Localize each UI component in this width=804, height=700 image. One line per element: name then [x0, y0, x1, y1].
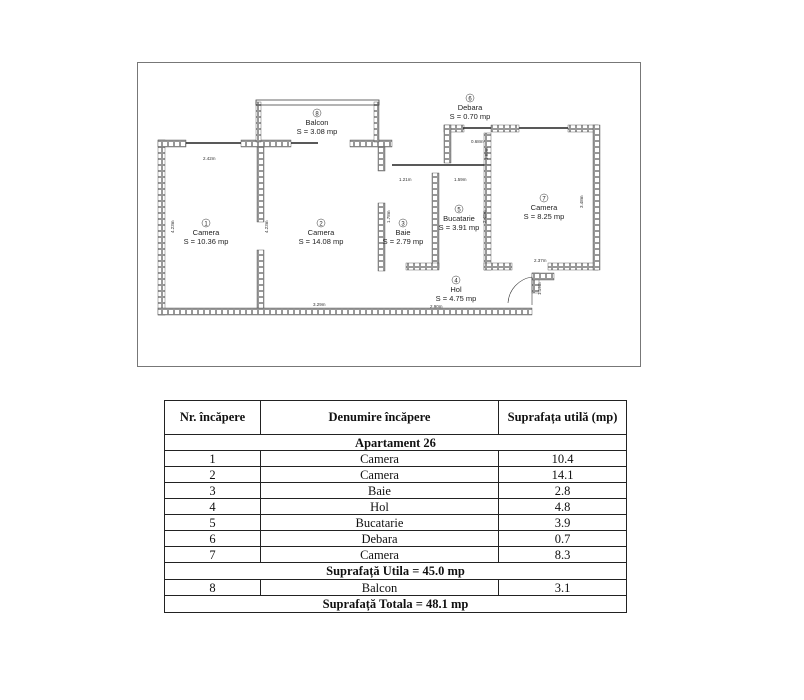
room-label-7: [524, 194, 565, 221]
cell-area: 0.7: [499, 531, 627, 547]
dimension-labels: [170, 139, 584, 309]
cell-name: Camera: [261, 467, 499, 483]
svg-text:Balcon: Balcon: [305, 118, 329, 127]
room-label-8: [297, 109, 338, 136]
cell-name: Hol: [261, 499, 499, 515]
useful-area-total: [165, 563, 627, 580]
cell-name: Camera: [261, 451, 499, 467]
svg-text:Baie: Baie: [395, 228, 411, 237]
grand-total-value: = 48.1 mp: [415, 597, 469, 611]
apartment-title-row: [165, 435, 627, 451]
svg-text:3: 3: [401, 221, 405, 228]
cell-area: 10.4: [499, 451, 627, 467]
rooms-table: [164, 400, 627, 613]
svg-text:2: 2: [319, 221, 323, 228]
svg-text:Bucatarie: Bucatarie: [443, 214, 475, 223]
room-label-2: [299, 219, 344, 246]
cell-area: 3.9: [499, 515, 627, 531]
cell-name: Baie: [261, 483, 499, 499]
svg-text:S = 10.36 mp: S = 10.36 mp: [183, 237, 229, 246]
svg-text:8: 8: [315, 111, 319, 118]
useful-area-label: Suprafață Utila: [326, 564, 410, 578]
cell-nr: 4: [165, 499, 261, 515]
header-nr: Nr. încăpere: [165, 401, 261, 435]
apartment-title: Apartament 26: [165, 435, 627, 451]
header-area: Suprafața utilă (mp): [499, 401, 627, 435]
svg-text:7: 7: [542, 196, 546, 203]
svg-text:1.19m: 1.19m: [537, 282, 542, 295]
room-label-4: [436, 276, 477, 303]
cell-name: Balcon: [261, 580, 499, 596]
cell-name: Bucatarie: [261, 515, 499, 531]
svg-text:S = 4.75 mp: S = 4.75 mp: [435, 294, 477, 303]
table-row: [165, 515, 627, 531]
cell-nr: 2: [165, 467, 261, 483]
cell-nr: 5: [165, 515, 261, 531]
svg-text:4.23m: 4.23m: [170, 220, 175, 233]
table-row: [165, 451, 627, 467]
cell-area: 8.3: [499, 547, 627, 563]
svg-text:2.90m: 2.90m: [430, 304, 443, 309]
svg-text:1.69m: 1.69m: [484, 147, 489, 160]
door-swing: [508, 277, 532, 305]
svg-text:Camera: Camera: [530, 203, 558, 212]
svg-text:S = 8.25 mp: S = 8.25 mp: [523, 212, 565, 221]
cell-area: 2.8: [499, 483, 627, 499]
header-name: Denumire încăpere: [261, 401, 499, 435]
svg-text:Hol: Hol: [450, 285, 462, 294]
svg-text:6: 6: [468, 96, 472, 103]
room-label-6: [450, 94, 491, 121]
svg-text:S = 2.79 mp: S = 2.79 mp: [382, 237, 424, 246]
svg-text:S = 14.08 mp: S = 14.08 mp: [298, 237, 344, 246]
svg-text:1.78m: 1.78m: [386, 210, 391, 223]
floor-plan: [138, 63, 642, 368]
svg-text:2.48m: 2.48m: [482, 210, 487, 223]
svg-text:Camera: Camera: [307, 228, 335, 237]
cell-area: 4.8: [499, 499, 627, 515]
svg-text:3.29m: 3.29m: [313, 302, 326, 307]
cell-nr: 8: [165, 580, 261, 596]
svg-text:1: 1: [204, 221, 208, 228]
floor-plan-frame: [137, 62, 641, 367]
svg-text:0.68m: 0.68m: [471, 139, 484, 144]
cell-nr: 7: [165, 547, 261, 563]
useful-area-value: = 45.0 mp: [412, 564, 465, 578]
table-row: [165, 531, 627, 547]
cell-name: Camera: [261, 547, 499, 563]
svg-text:2.42m: 2.42m: [203, 156, 216, 161]
svg-text:S = 3.08 mp: S = 3.08 mp: [296, 127, 338, 136]
svg-text:2.37m: 2.37m: [534, 258, 547, 263]
svg-text:1.21m: 1.21m: [399, 177, 412, 182]
balcony-row: [165, 580, 627, 596]
balcony-outline: [256, 100, 379, 105]
room-label-1: [184, 219, 229, 246]
table-header-row: [165, 401, 627, 435]
grand-total: [165, 596, 627, 613]
cell-name: Debara: [261, 531, 499, 547]
svg-text:1.59m: 1.59m: [454, 177, 467, 182]
svg-text:Camera: Camera: [192, 228, 220, 237]
cell-nr: 3: [165, 483, 261, 499]
svg-text:S = 3.91 mp: S = 3.91 mp: [438, 223, 480, 232]
svg-text:3.48m: 3.48m: [579, 195, 584, 208]
room-label-5: [439, 205, 480, 232]
cell-nr: 6: [165, 531, 261, 547]
svg-text:4.23m: 4.23m: [264, 220, 269, 233]
useful-area-total-row: [165, 563, 627, 580]
svg-text:4: 4: [454, 278, 458, 285]
cell-area: 14.1: [499, 467, 627, 483]
table-row: [165, 483, 627, 499]
rooms-table-container: [164, 400, 626, 613]
table-row: [165, 467, 627, 483]
cell-nr: 1: [165, 451, 261, 467]
grand-total-label: Suprafață Totala: [322, 597, 413, 611]
table-row: [165, 547, 627, 563]
svg-text:S = 0.70 mp: S = 0.70 mp: [449, 112, 491, 121]
svg-text:Debara: Debara: [457, 103, 483, 112]
svg-text:5: 5: [457, 207, 461, 214]
grand-total-row: [165, 596, 627, 613]
cell-area: 3.1: [499, 580, 627, 596]
table-row: [165, 499, 627, 515]
